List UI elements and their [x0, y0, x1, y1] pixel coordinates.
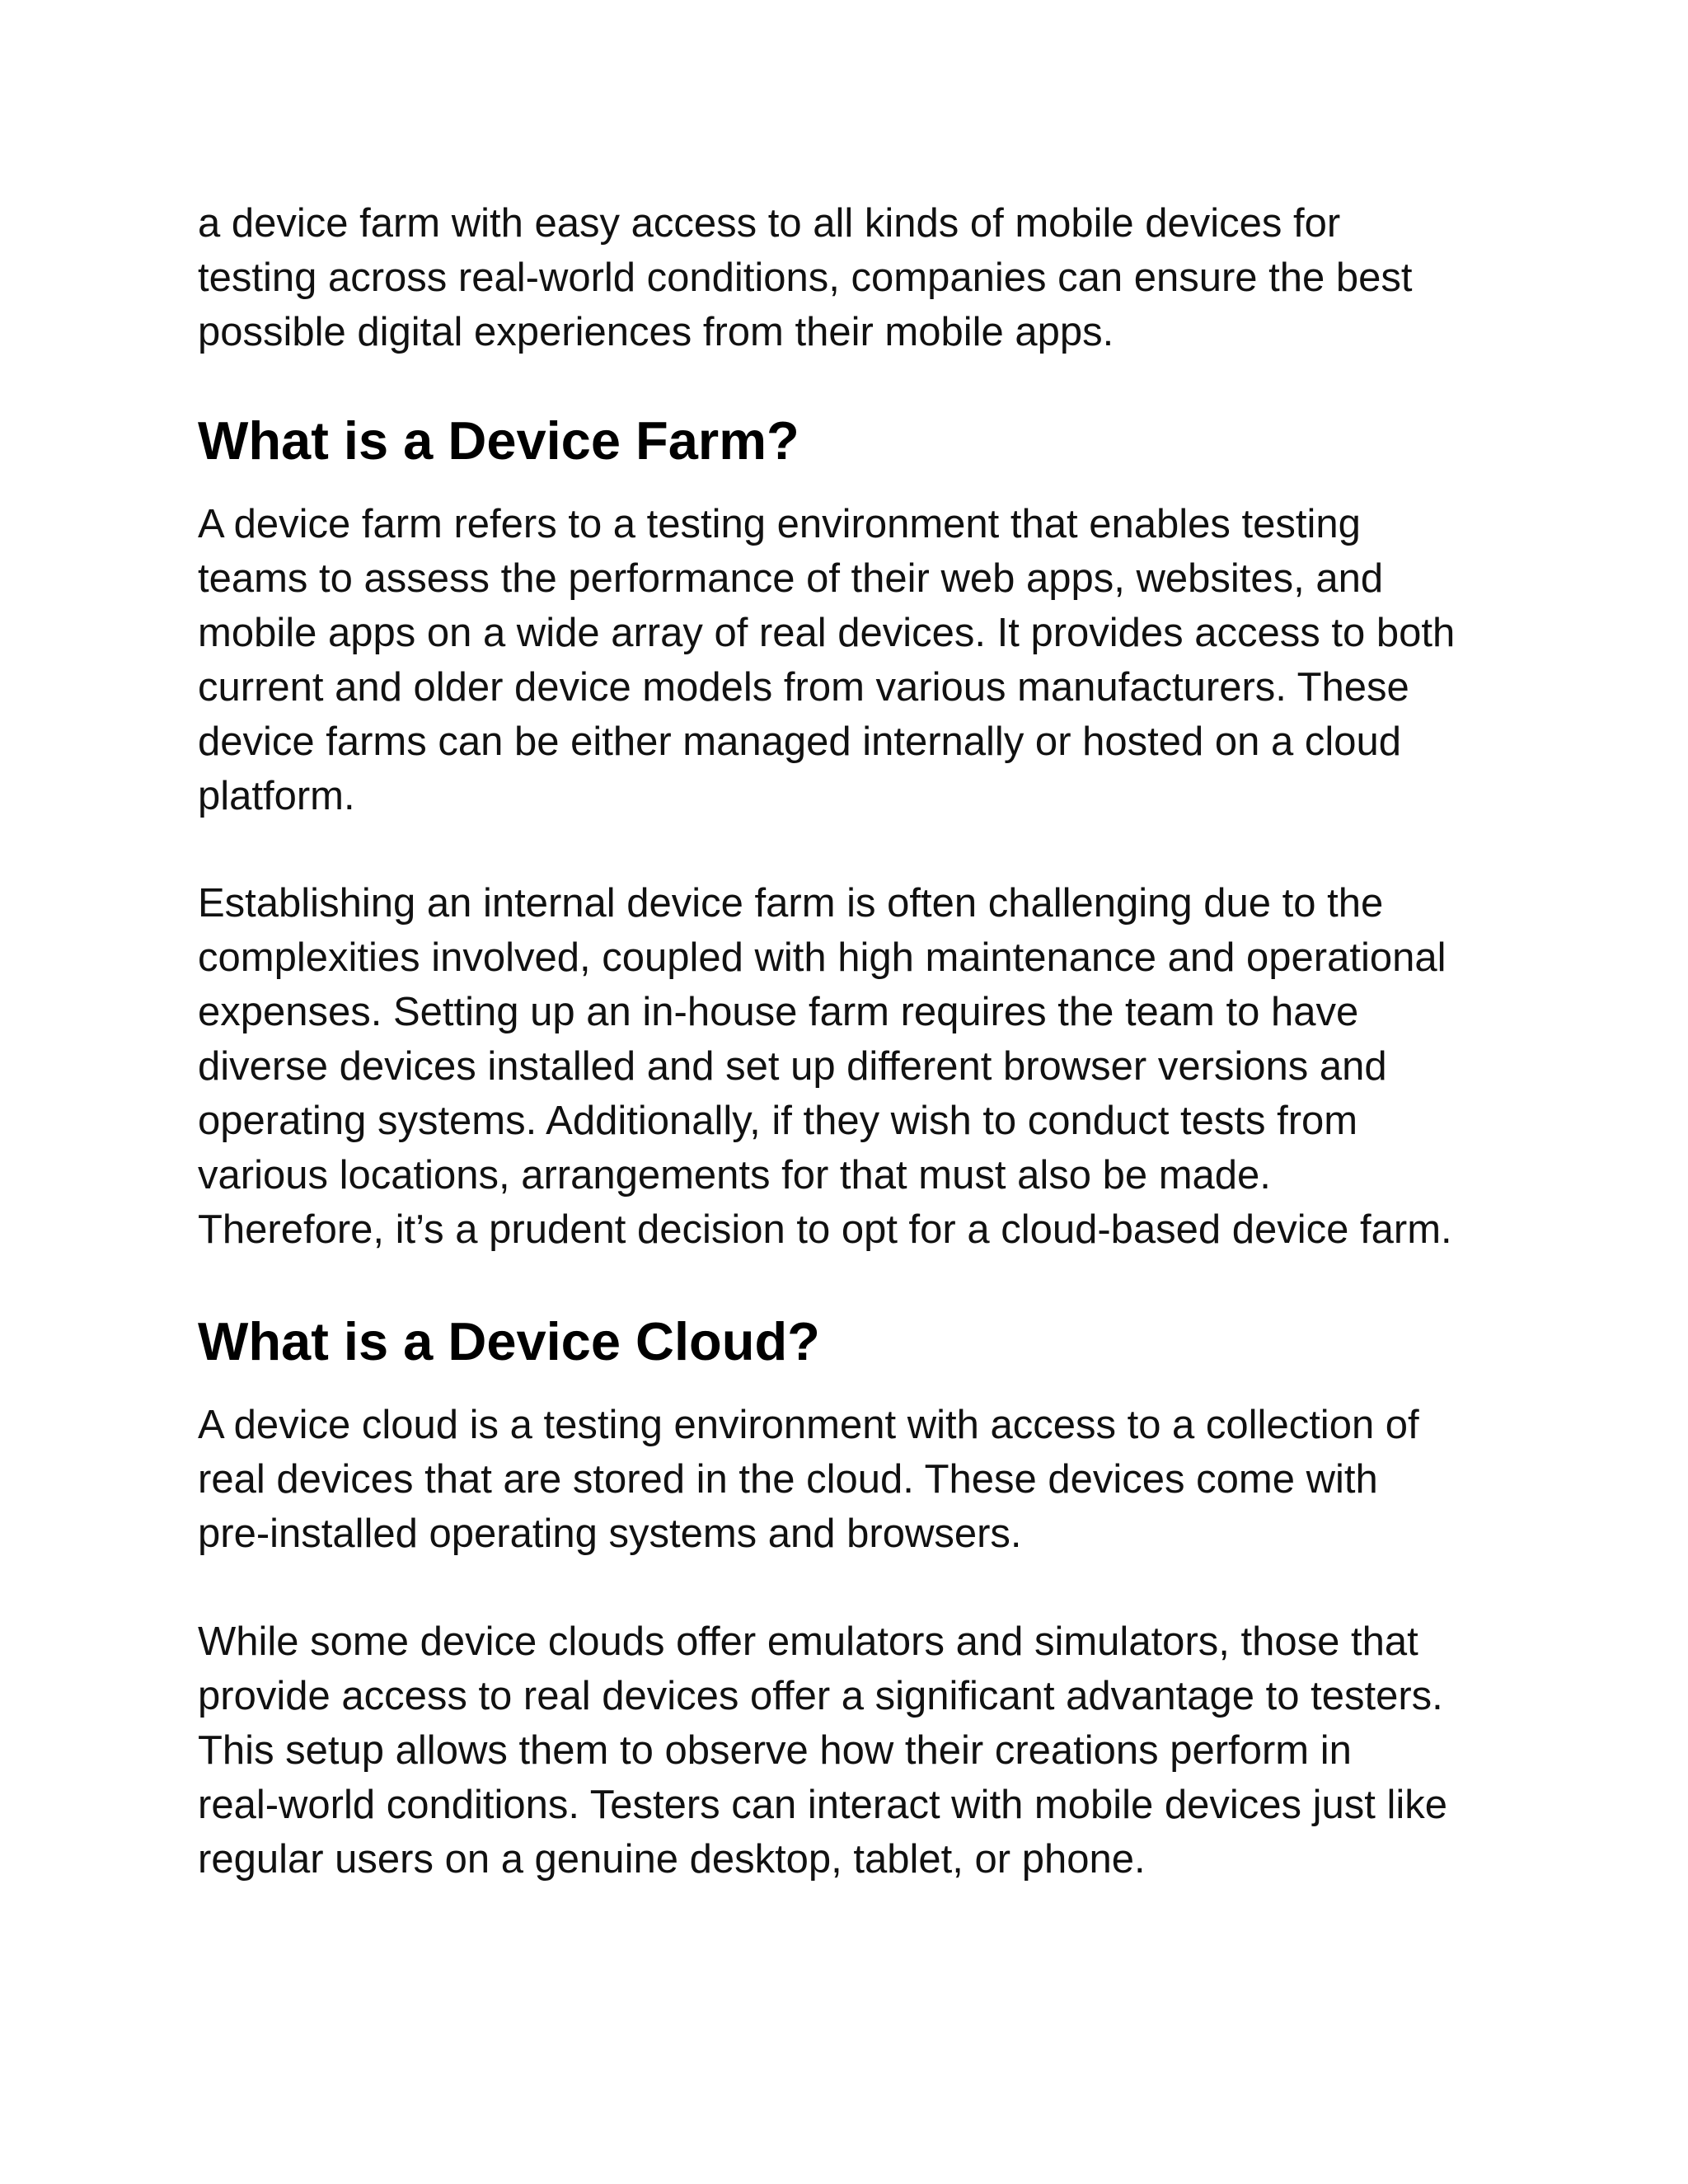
device-farm-paragraph-2-line: diverse devices installed and set up different browser versions and — [198, 1044, 1387, 1089]
device-cloud-paragraph-1-line: A device cloud is a testing environment with access to a collection of — [198, 1403, 1419, 1447]
section-heading-device-farm: What is a Device Farm? — [198, 410, 799, 471]
device-cloud-paragraph-2-line: While some device clouds offer emulators and simulators, those that — [198, 1619, 1418, 1664]
device-cloud-paragraph-1-line: pre-installed operating systems and browsers. — [198, 1511, 1022, 1556]
device-farm-paragraph-1-line: mobile apps on a wide array of real devices. It provides access to both — [198, 611, 1456, 655]
device-farm-paragraph-1-line: device farms can be either managed internally or hosted on a cloud — [198, 719, 1401, 764]
intro-line: possible digital experiences from their mobile apps. — [198, 310, 1114, 354]
device-cloud-paragraph-1-line: real devices that are stored in the cloud. These devices come with — [198, 1457, 1378, 1502]
device-cloud-paragraph-2-line: real-world conditions. Testers can interact with mobile devices just like — [198, 1783, 1448, 1827]
device-cloud-paragraph-2-line: provide access to real devices offer a significant advantage to testers. — [198, 1674, 1443, 1718]
device-farm-paragraph-2-line: Establishing an internal device farm is often challenging due to the — [198, 881, 1384, 926]
device-farm-paragraph-1-line: current and older device models from various manufacturers. These — [198, 665, 1409, 710]
device-farm-paragraph-2-line: expenses. Setting up an in-house farm requires the team to have — [198, 990, 1359, 1034]
intro-line: a device farm with easy access to all kinds of mobile devices for — [198, 201, 1341, 246]
device-farm-paragraph-2-line: various locations, arrangements for that must also be made. — [198, 1153, 1271, 1197]
device-farm-paragraph-1-line: A device farm refers to a testing environment that enables testing — [198, 502, 1361, 546]
device-farm-paragraph-2-line: complexities involved, coupled with high maintenance and operational — [198, 935, 1447, 980]
device-cloud-paragraph-2-line: This setup allows them to observe how their creations perform in — [198, 1728, 1352, 1773]
device-farm-paragraph-1-line: teams to assess the performance of their web apps, websites, and — [198, 556, 1384, 601]
device-cloud-paragraph-2-line: regular users on a genuine desktop, tablet, or phone. — [198, 1837, 1146, 1882]
section-heading-device-cloud: What is a Device Cloud? — [198, 1311, 820, 1371]
device-farm-paragraph-2-line: operating systems. Additionally, if they wish to conduct tests from — [198, 1099, 1358, 1143]
device-farm-paragraph-1-line: platform. — [198, 774, 355, 818]
intro-line: testing across real-world conditions, companies can ensure the best — [198, 255, 1413, 300]
device-farm-paragraph-2-line: Therefore, it’s a prudent decision to opt for a cloud-based device farm. — [198, 1207, 1452, 1252]
